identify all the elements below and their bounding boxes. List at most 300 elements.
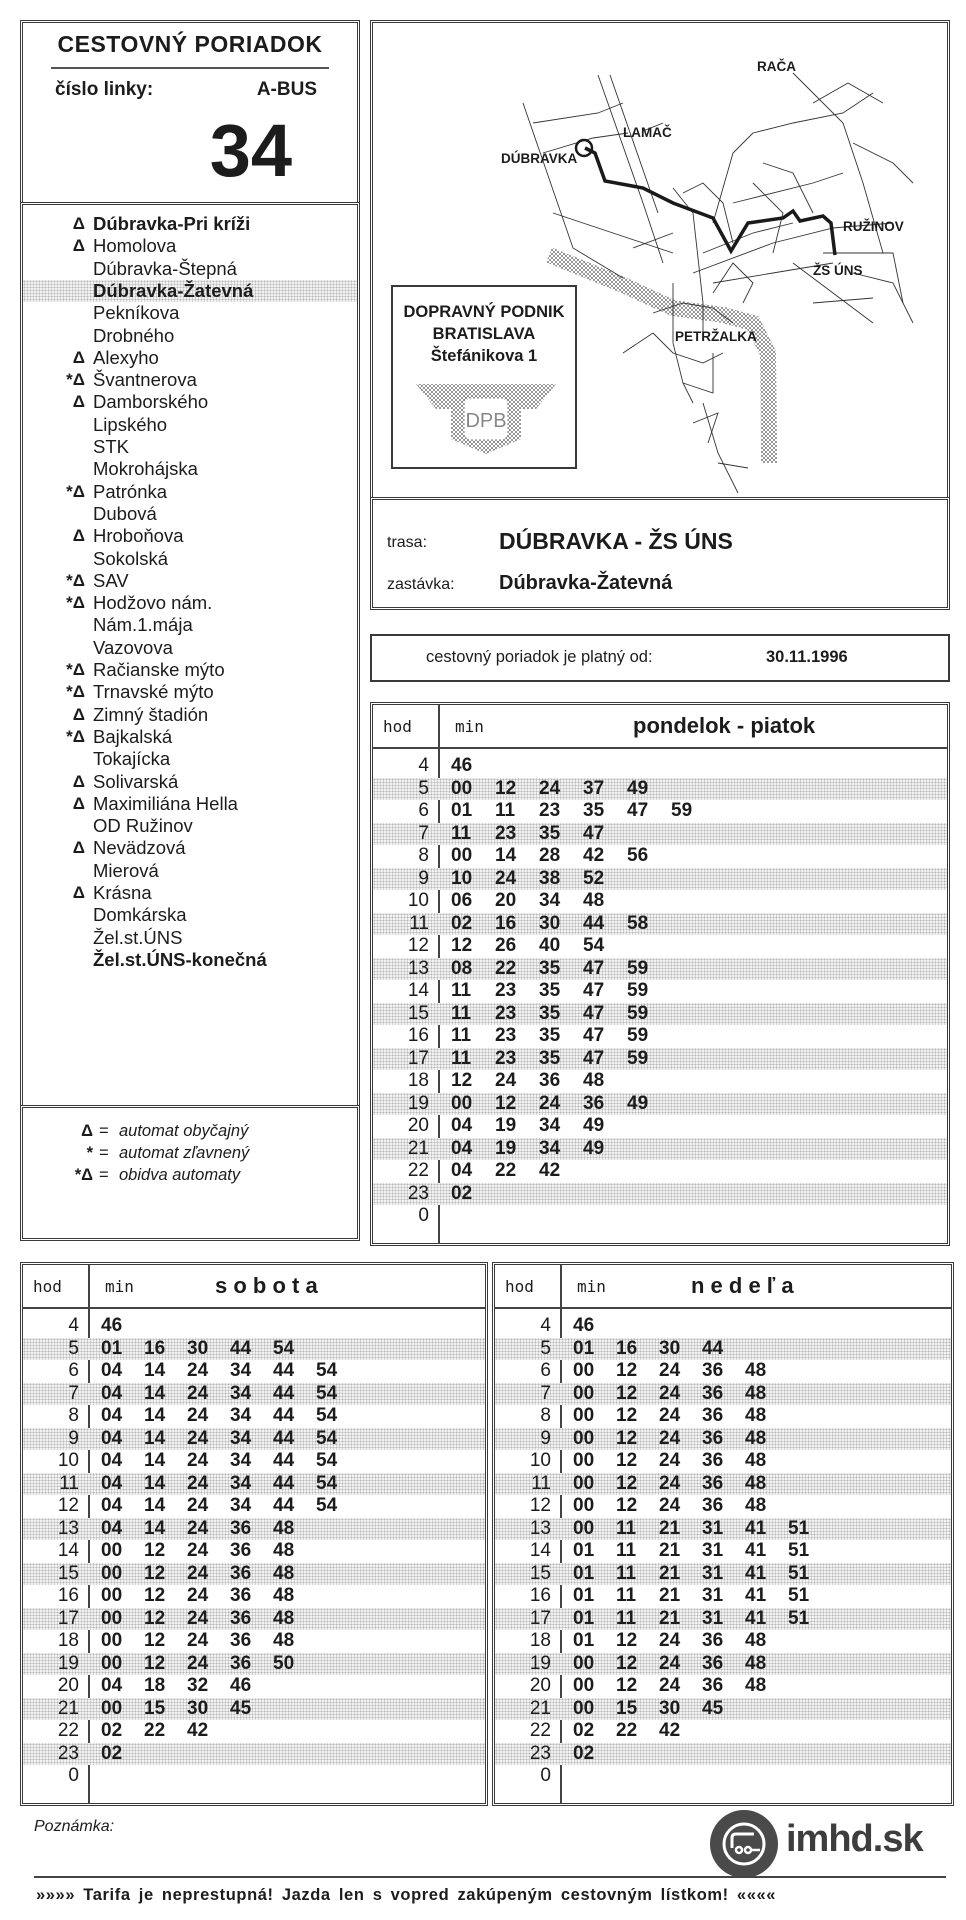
stop-name: Hroboňova bbox=[93, 525, 184, 547]
departure-minute: 36 bbox=[702, 1630, 724, 1651]
stop-item bbox=[23, 458, 357, 480]
departure-minute: 54 bbox=[316, 1405, 338, 1426]
departure-minute: 24 bbox=[187, 1405, 209, 1426]
departure-minute: 41 bbox=[745, 1540, 767, 1561]
departure-minute: 36 bbox=[702, 1405, 724, 1426]
departure-minute: 48 bbox=[745, 1652, 767, 1674]
timetable-header bbox=[495, 1265, 951, 1309]
departure-minute: 12 bbox=[144, 1607, 166, 1629]
departure-minute: 34 bbox=[230, 1360, 252, 1381]
hour-cell: 21 bbox=[407, 1137, 429, 1159]
departure-minute: 23 bbox=[495, 980, 517, 1001]
stop-item bbox=[23, 414, 357, 436]
legend-symbol: Δ bbox=[81, 1122, 93, 1140]
ticket-machine-marker: Δ bbox=[72, 392, 85, 412]
departure-minute: 23 bbox=[495, 1025, 517, 1046]
departure-minute: 00 bbox=[573, 1405, 595, 1426]
company-city: BRATISLAVA bbox=[432, 325, 536, 343]
departure-minute: 11 bbox=[616, 1517, 637, 1539]
departure-minute: 24 bbox=[187, 1472, 209, 1494]
departure-minute: 48 bbox=[583, 890, 605, 911]
hour-cell: 15 bbox=[407, 1002, 429, 1024]
ticket-machine-marker: Δ bbox=[72, 771, 85, 791]
hour-cell: 9 bbox=[68, 1427, 79, 1449]
stop-item bbox=[23, 860, 357, 882]
departure-minute: 34 bbox=[230, 1405, 252, 1426]
departure-minute: 20 bbox=[495, 890, 517, 911]
stop-item bbox=[23, 258, 357, 280]
departure-minute: 14 bbox=[144, 1495, 166, 1516]
legend-equals: = bbox=[99, 1122, 109, 1140]
legend-text: automat zľavnený bbox=[119, 1144, 250, 1162]
departure-minute: 54 bbox=[316, 1450, 338, 1471]
validity-panel bbox=[370, 634, 950, 682]
departure-minute: 34 bbox=[539, 1137, 561, 1159]
hour-cell: 10 bbox=[407, 890, 429, 911]
timetable-row bbox=[373, 980, 947, 1003]
departure-minute: 12 bbox=[451, 935, 473, 956]
stop-name: Pekníkova bbox=[93, 302, 180, 324]
departure-minute: 48 bbox=[745, 1427, 767, 1449]
hour-cell: 15 bbox=[529, 1562, 551, 1584]
day-type-title: n e d e ľ a bbox=[691, 1273, 794, 1298]
timetable-row bbox=[495, 1720, 951, 1743]
timetable-row bbox=[373, 845, 947, 868]
departure-minute: 36 bbox=[702, 1360, 724, 1381]
timetable-row bbox=[373, 868, 947, 891]
stop-item bbox=[23, 726, 357, 748]
stop-name: Dubová bbox=[93, 502, 157, 524]
hour-cell: 23 bbox=[407, 1182, 429, 1204]
hour-cell: 18 bbox=[407, 1070, 429, 1091]
timetable-row bbox=[23, 1608, 485, 1631]
legend-panel bbox=[20, 1105, 360, 1241]
stop-name: Mierová bbox=[93, 859, 159, 881]
timetable-sunday bbox=[492, 1262, 954, 1806]
departure-minute: 12 bbox=[144, 1540, 166, 1561]
departure-minute: 44 bbox=[273, 1450, 295, 1471]
departure-minute: 31 bbox=[702, 1540, 724, 1561]
departure-minute: 45 bbox=[230, 1697, 252, 1719]
departure-minute: 46 bbox=[230, 1675, 252, 1696]
stops-panel bbox=[20, 202, 360, 1108]
map-label-zs-uns: ŽS ÚNS bbox=[813, 263, 863, 278]
hour-cell: 7 bbox=[418, 822, 429, 844]
timetable-row bbox=[373, 1025, 947, 1048]
timetable-row bbox=[373, 778, 947, 801]
ticket-machine-marker: Δ bbox=[72, 838, 85, 858]
river-danube bbox=[549, 255, 769, 463]
departure-minute: 00 bbox=[101, 1630, 123, 1651]
departure-minute: 35 bbox=[539, 1047, 561, 1069]
hour-cell: 0 bbox=[68, 1765, 79, 1786]
hour-cell: 12 bbox=[407, 935, 429, 956]
departure-minute: 31 bbox=[702, 1517, 724, 1539]
timetable-row bbox=[23, 1630, 485, 1653]
stop-item bbox=[23, 793, 357, 815]
timetable-row bbox=[23, 1495, 485, 1518]
hour-cell: 8 bbox=[68, 1405, 79, 1426]
departure-minute: 48 bbox=[745, 1495, 767, 1516]
hour-cell: 5 bbox=[68, 1337, 79, 1359]
departure-minute: 24 bbox=[659, 1382, 681, 1404]
departure-minute: 00 bbox=[573, 1675, 595, 1696]
departure-minute: 47 bbox=[583, 1002, 605, 1024]
departure-minute: 12 bbox=[451, 1070, 473, 1091]
departure-minute: 34 bbox=[230, 1382, 252, 1404]
stop-item bbox=[23, 369, 357, 391]
timetable-row bbox=[23, 1428, 485, 1451]
departure-minute: 02 bbox=[573, 1720, 595, 1741]
departure-minute: 01 bbox=[101, 1337, 123, 1359]
departure-minute: 36 bbox=[539, 1070, 561, 1091]
stop-item bbox=[23, 771, 357, 793]
departure-minute: 36 bbox=[702, 1427, 724, 1449]
departure-minute: 11 bbox=[616, 1540, 637, 1561]
route-info-panel bbox=[370, 497, 950, 610]
hour-cell: 7 bbox=[68, 1382, 79, 1404]
departure-minute: 14 bbox=[144, 1450, 166, 1471]
departure-minute: 46 bbox=[451, 755, 473, 776]
hour-cell: 11 bbox=[409, 912, 429, 934]
hour-cell: 17 bbox=[57, 1607, 79, 1629]
stop-item bbox=[23, 748, 357, 770]
timetable-row bbox=[373, 935, 947, 958]
timetable-row bbox=[23, 1765, 485, 1788]
departure-minute: 12 bbox=[144, 1562, 166, 1584]
departure-minute: 00 bbox=[573, 1427, 595, 1449]
departure-minute: 23 bbox=[495, 822, 517, 844]
departure-minute: 23 bbox=[495, 1002, 517, 1024]
departure-minute: 00 bbox=[101, 1697, 123, 1719]
departure-minute: 11 bbox=[451, 1002, 472, 1024]
departure-minute: 59 bbox=[627, 980, 649, 1001]
timetable-row bbox=[495, 1495, 951, 1518]
departure-minute: 48 bbox=[745, 1630, 767, 1651]
departure-minute: 42 bbox=[187, 1720, 209, 1741]
hour-cell: 18 bbox=[529, 1630, 551, 1651]
departure-minute: 24 bbox=[659, 1472, 681, 1494]
stop-item bbox=[23, 235, 357, 257]
departure-minute: 47 bbox=[627, 800, 649, 821]
timetable-row bbox=[23, 1720, 485, 1743]
departure-minute: 10 bbox=[451, 867, 473, 889]
departure-minute: 36 bbox=[702, 1495, 724, 1516]
hour-cell: 13 bbox=[57, 1517, 79, 1539]
departure-minute: 47 bbox=[583, 957, 605, 979]
timetable-row bbox=[373, 755, 947, 778]
departure-minute: 00 bbox=[573, 1360, 595, 1381]
hour-column-label: hod bbox=[505, 1277, 534, 1296]
stop-item bbox=[23, 525, 357, 547]
departure-minute: 12 bbox=[616, 1472, 638, 1494]
departure-minute: 11 bbox=[451, 1047, 472, 1069]
departure-minute: 01 bbox=[451, 800, 473, 821]
departure-minute: 21 bbox=[659, 1607, 681, 1629]
stop-item bbox=[23, 815, 357, 837]
timetable-row bbox=[23, 1743, 485, 1766]
departure-minute: 00 bbox=[101, 1562, 123, 1584]
timetable-row bbox=[373, 1160, 947, 1183]
timetable-row bbox=[495, 1315, 951, 1338]
timetable-row bbox=[495, 1765, 951, 1788]
ticket-machine-marker: *Δ bbox=[66, 593, 85, 613]
departure-minute: 04 bbox=[101, 1360, 123, 1381]
timetable-row bbox=[495, 1743, 951, 1766]
hour-cell: 10 bbox=[57, 1450, 79, 1471]
timetable-row bbox=[373, 823, 947, 846]
timetable-row bbox=[23, 1405, 485, 1428]
departure-minute: 48 bbox=[273, 1540, 295, 1561]
timetable-row bbox=[495, 1518, 951, 1541]
departure-minute: 48 bbox=[745, 1360, 767, 1381]
departure-minute: 24 bbox=[187, 1607, 209, 1629]
hour-cell: 13 bbox=[529, 1517, 551, 1539]
company-name: DOPRAVNÝ PODNIK bbox=[403, 303, 565, 321]
departure-minute: 01 bbox=[573, 1630, 595, 1651]
stop-name: Solivarská bbox=[93, 770, 179, 792]
trasa-value: DÚBRAVKA - ŽS ÚNS bbox=[499, 528, 733, 554]
departure-minute: 48 bbox=[745, 1382, 767, 1404]
hour-cell: 21 bbox=[529, 1697, 551, 1719]
departure-minute: 00 bbox=[573, 1517, 595, 1539]
departure-minute: 47 bbox=[583, 1025, 605, 1046]
ticket-machine-marker: *Δ bbox=[66, 570, 85, 590]
departure-minute: 36 bbox=[702, 1472, 724, 1494]
legend-equals: = bbox=[99, 1166, 109, 1184]
departure-minute: 00 bbox=[451, 777, 473, 799]
timetable-row bbox=[23, 1518, 485, 1541]
departure-minute: 59 bbox=[627, 1025, 649, 1046]
departure-minute: 14 bbox=[144, 1517, 166, 1539]
departure-minute: 59 bbox=[627, 957, 649, 979]
departure-minute: 36 bbox=[230, 1607, 252, 1629]
departure-minute: 36 bbox=[230, 1652, 252, 1674]
hour-cell: 13 bbox=[407, 957, 429, 979]
dpb-logo-text: DPB bbox=[465, 410, 507, 432]
ticket-machine-marker: *Δ bbox=[66, 370, 85, 390]
timetable-row bbox=[495, 1383, 951, 1406]
departure-minute: 11 bbox=[616, 1585, 637, 1606]
departure-minute: 00 bbox=[573, 1472, 595, 1494]
departure-minute: 08 bbox=[451, 957, 473, 979]
line-type: A-BUS bbox=[256, 79, 317, 100]
hour-cell: 4 bbox=[540, 1315, 551, 1336]
departure-minute: 34 bbox=[539, 890, 561, 911]
timetable-row bbox=[495, 1540, 951, 1563]
departure-minute: 49 bbox=[627, 777, 649, 799]
departure-minute: 48 bbox=[273, 1517, 295, 1539]
departure-minute: 48 bbox=[273, 1630, 295, 1651]
legend-symbol: * bbox=[86, 1144, 93, 1162]
departure-minute: 48 bbox=[273, 1562, 295, 1584]
timetable-row bbox=[495, 1698, 951, 1721]
timetable-row bbox=[373, 1115, 947, 1138]
stop-item bbox=[23, 548, 357, 570]
timetable-row bbox=[373, 1093, 947, 1116]
departure-minute: 04 bbox=[101, 1517, 123, 1539]
timetable-header bbox=[373, 705, 947, 749]
timetable-row bbox=[23, 1540, 485, 1563]
stop-name: Damborského bbox=[93, 391, 209, 413]
departure-minute: 00 bbox=[573, 1382, 595, 1404]
departure-minute: 36 bbox=[702, 1450, 724, 1471]
departure-minute: 11 bbox=[451, 822, 472, 844]
hour-cell: 14 bbox=[407, 980, 429, 1001]
departure-minute: 12 bbox=[616, 1382, 638, 1404]
timetable-row bbox=[495, 1338, 951, 1361]
stop-item bbox=[23, 592, 357, 614]
zastavka-value: Dúbravka-Žatevná bbox=[499, 572, 673, 594]
legend-item bbox=[23, 1120, 357, 1142]
timetable-row bbox=[23, 1698, 485, 1721]
timetable-row bbox=[373, 1205, 947, 1228]
departure-minute: 15 bbox=[616, 1697, 638, 1719]
timetable-row bbox=[373, 1138, 947, 1161]
departure-minute: 12 bbox=[495, 1092, 517, 1114]
route-line-34 bbox=[585, 148, 835, 255]
departure-minute: 12 bbox=[616, 1405, 638, 1426]
departure-minute: 28 bbox=[539, 845, 561, 866]
ticket-machine-marker: *Δ bbox=[66, 481, 85, 501]
timetable-row bbox=[23, 1563, 485, 1586]
departure-minute: 04 bbox=[101, 1382, 123, 1404]
stop-item bbox=[23, 347, 357, 369]
departure-minute: 35 bbox=[539, 822, 561, 844]
departure-minute: 45 bbox=[702, 1697, 724, 1719]
departure-minute: 59 bbox=[671, 800, 693, 821]
hour-cell: 18 bbox=[57, 1630, 79, 1651]
departure-minute: 00 bbox=[573, 1450, 595, 1471]
hour-cell: 17 bbox=[529, 1607, 551, 1629]
departure-minute: 12 bbox=[616, 1495, 638, 1516]
tariff-notice: »»»» Tarifa je neprestupná! Jazda len s vopred zakúpeným cestovným lístkom! «««« bbox=[36, 1886, 777, 1904]
departure-minute: 51 bbox=[788, 1585, 810, 1606]
hour-cell: 14 bbox=[529, 1540, 551, 1561]
map-label-ruzinov: RUŽINOV bbox=[843, 219, 904, 234]
departure-minute: 12 bbox=[616, 1450, 638, 1471]
departure-minute: 24 bbox=[659, 1360, 681, 1381]
departure-minute: 12 bbox=[144, 1630, 166, 1651]
departure-minute: 38 bbox=[539, 867, 561, 889]
hour-cell: 0 bbox=[418, 1205, 429, 1226]
day-type-title: s o b o t a bbox=[215, 1273, 318, 1298]
hour-cell: 11 bbox=[59, 1472, 79, 1494]
timetable-row bbox=[495, 1608, 951, 1631]
departure-minute: 35 bbox=[539, 1002, 561, 1024]
timetable-row bbox=[23, 1338, 485, 1361]
map-panel bbox=[370, 20, 950, 500]
departure-minute: 24 bbox=[659, 1630, 681, 1651]
departure-minute: 50 bbox=[273, 1652, 295, 1674]
timetable-header bbox=[23, 1265, 485, 1309]
departure-minute: 32 bbox=[187, 1675, 209, 1696]
ticket-machine-marker: Δ bbox=[72, 347, 85, 367]
hour-cell: 5 bbox=[418, 777, 429, 799]
ticket-machine-marker: *Δ bbox=[66, 726, 85, 746]
timetable-row bbox=[23, 1450, 485, 1473]
departure-minute: 34 bbox=[230, 1495, 252, 1516]
departure-minute: 54 bbox=[583, 935, 605, 956]
departure-minute: 36 bbox=[230, 1562, 252, 1584]
departure-minute: 02 bbox=[451, 1182, 473, 1204]
departure-minute: 24 bbox=[187, 1585, 209, 1606]
departure-minute: 22 bbox=[495, 957, 517, 979]
stop-item bbox=[23, 904, 357, 926]
departure-minute: 49 bbox=[627, 1092, 649, 1114]
timetable-row bbox=[373, 1048, 947, 1071]
departure-minute: 00 bbox=[573, 1652, 595, 1674]
departure-minute: 49 bbox=[583, 1115, 605, 1136]
map-label-raca: RAČA bbox=[757, 59, 796, 74]
departure-minute: 11 bbox=[616, 1562, 637, 1584]
note-label: Poznámka: bbox=[34, 1818, 115, 1835]
zastavka-label: zastávka: bbox=[387, 576, 455, 593]
departure-minute: 44 bbox=[273, 1472, 295, 1494]
hour-cell: 10 bbox=[529, 1450, 551, 1471]
departure-minute: 22 bbox=[616, 1720, 638, 1741]
stop-item bbox=[23, 436, 357, 458]
stop-name: OD Ružinov bbox=[93, 815, 193, 837]
timetable-row bbox=[23, 1473, 485, 1496]
stop-name: Alexyho bbox=[93, 346, 159, 368]
ticket-machine-marker: Δ bbox=[72, 883, 85, 902]
departure-minute: 00 bbox=[451, 1092, 473, 1114]
departure-minute: 30 bbox=[187, 1337, 209, 1359]
departure-minute: 11 bbox=[495, 800, 516, 821]
ticket-machine-marker: *Δ bbox=[66, 682, 85, 702]
hour-cell: 16 bbox=[407, 1025, 429, 1046]
departure-minute: 24 bbox=[659, 1675, 681, 1696]
hour-cell: 9 bbox=[540, 1427, 551, 1449]
stop-item bbox=[23, 659, 357, 681]
departure-minute: 12 bbox=[616, 1652, 638, 1674]
ticket-machine-marker: Δ bbox=[72, 793, 85, 813]
minute-column-label: min bbox=[105, 1277, 134, 1296]
departure-minute: 58 bbox=[627, 912, 649, 934]
departure-minute: 14 bbox=[144, 1427, 166, 1449]
timetable-row bbox=[495, 1630, 951, 1653]
legend-symbol: *Δ bbox=[74, 1166, 93, 1184]
departure-minute: 11 bbox=[451, 980, 472, 1001]
hour-cell: 22 bbox=[407, 1160, 429, 1181]
hour-cell: 8 bbox=[540, 1405, 551, 1426]
header-panel bbox=[20, 20, 360, 205]
departure-minute: 16 bbox=[616, 1337, 638, 1359]
departure-minute: 31 bbox=[702, 1607, 724, 1629]
departure-minute: 04 bbox=[101, 1427, 123, 1449]
stop-item bbox=[23, 882, 357, 904]
legend-equals: = bbox=[99, 1144, 109, 1162]
stop-item bbox=[23, 481, 357, 503]
departure-minute: 26 bbox=[495, 935, 517, 956]
stop-name: Hodžovo nám. bbox=[93, 592, 213, 614]
stop-item bbox=[23, 681, 357, 703]
departure-minute: 02 bbox=[101, 1742, 123, 1764]
departure-minute: 24 bbox=[187, 1652, 209, 1674]
departure-minute: 36 bbox=[230, 1517, 252, 1539]
departure-minute: 16 bbox=[144, 1337, 166, 1359]
departure-minute: 21 bbox=[659, 1517, 681, 1539]
imhd-brand-text: imhd.sk bbox=[786, 1818, 923, 1860]
departure-minute: 51 bbox=[788, 1562, 810, 1584]
departure-minute: 54 bbox=[316, 1472, 338, 1494]
minute-column-label: min bbox=[577, 1277, 606, 1296]
validity-date: 30.11.1996 bbox=[766, 648, 848, 666]
departure-minute: 56 bbox=[627, 845, 649, 866]
departure-minute: 34 bbox=[230, 1472, 252, 1494]
departure-minute: 54 bbox=[316, 1360, 338, 1381]
